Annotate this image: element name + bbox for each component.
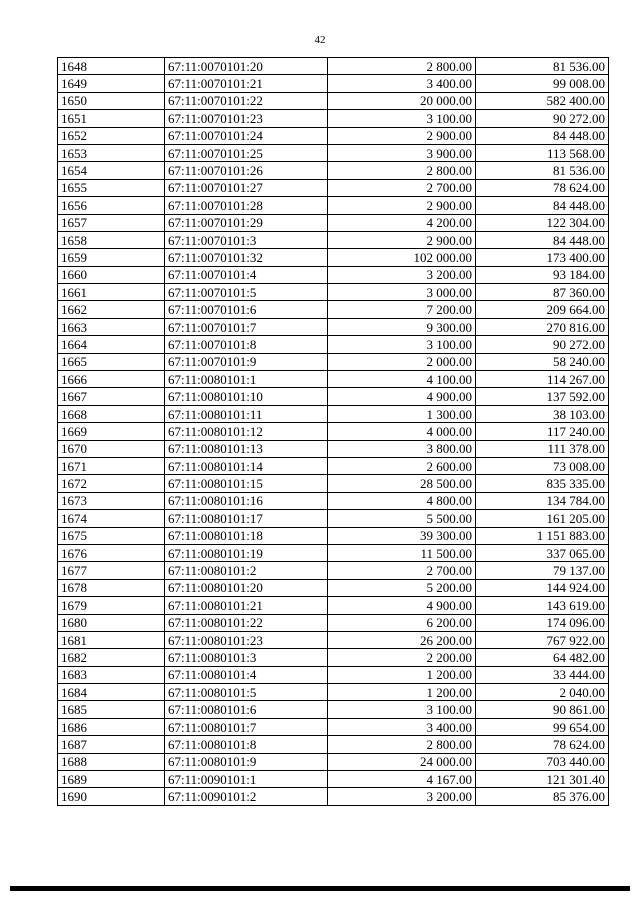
cadastral-number-cell: 67:11:0080101:9	[165, 753, 328, 770]
row-number-cell: 1674	[58, 510, 165, 527]
value-cell: 703 440.00	[476, 753, 609, 770]
area-cell: 2 600.00	[328, 457, 476, 474]
cadastral-number-cell: 67:11:0080101:20	[165, 579, 328, 596]
row-number-cell: 1680	[58, 614, 165, 631]
cadastral-number-cell: 67:11:0090101:2	[165, 788, 328, 805]
area-cell: 4 167.00	[328, 771, 476, 788]
value-cell: 84 448.00	[476, 127, 609, 144]
value-cell: 84 448.00	[476, 197, 609, 214]
cadastral-number-cell: 67:11:0080101:13	[165, 440, 328, 457]
cadastral-number-cell: 67:11:0080101:7	[165, 718, 328, 735]
area-cell: 3 900.00	[328, 144, 476, 161]
table-row	[58, 371, 609, 388]
row-number-cell: 1687	[58, 736, 165, 753]
value-cell: 78 624.00	[476, 179, 609, 196]
area-cell: 2 800.00	[328, 58, 476, 75]
row-number-cell: 1666	[58, 371, 165, 388]
area-cell: 7 200.00	[328, 301, 476, 318]
row-number-cell: 1675	[58, 527, 165, 544]
row-number-cell: 1679	[58, 597, 165, 614]
value-cell: 143 619.00	[476, 597, 609, 614]
area-cell: 9 300.00	[328, 318, 476, 335]
cadastral-number-cell: 67:11:0070101:27	[165, 179, 328, 196]
cadastral-number-cell: 67:11:0090101:1	[165, 771, 328, 788]
row-number-cell: 1648	[58, 58, 165, 75]
cadastral-number-cell: 67:11:0070101:6	[165, 301, 328, 318]
area-cell: 4 000.00	[328, 423, 476, 440]
table-row	[58, 475, 609, 492]
cadastral-number-cell: 67:11:0080101:19	[165, 544, 328, 561]
row-number-cell: 1665	[58, 353, 165, 370]
cadastral-number-cell: 67:11:0070101:3	[165, 231, 328, 248]
row-number-cell: 1671	[58, 457, 165, 474]
row-number-cell: 1649	[58, 75, 165, 92]
cadastral-number-cell: 67:11:0080101:10	[165, 388, 328, 405]
cadastral-number-cell: 67:11:0080101:18	[165, 527, 328, 544]
row-number-cell: 1660	[58, 266, 165, 283]
table-row	[58, 353, 609, 370]
table-row	[58, 214, 609, 231]
value-cell: 99 654.00	[476, 718, 609, 735]
value-cell: 582 400.00	[476, 92, 609, 109]
table-row	[58, 718, 609, 735]
cadastral-number-cell: 67:11:0070101:5	[165, 284, 328, 301]
row-number-cell: 1664	[58, 336, 165, 353]
area-cell: 11 500.00	[328, 544, 476, 561]
cadastral-number-cell: 67:11:0070101:9	[165, 353, 328, 370]
table-row	[58, 631, 609, 648]
area-cell: 4 900.00	[328, 388, 476, 405]
value-cell: 117 240.00	[476, 423, 609, 440]
table-row	[58, 249, 609, 266]
value-cell: 161 205.00	[476, 510, 609, 527]
area-cell: 39 300.00	[328, 527, 476, 544]
table-row	[58, 753, 609, 770]
area-cell: 28 500.00	[328, 475, 476, 492]
area-cell: 3 100.00	[328, 701, 476, 718]
value-cell: 134 784.00	[476, 492, 609, 509]
table-row	[58, 405, 609, 422]
value-cell: 1 151 883.00	[476, 527, 609, 544]
table-row	[58, 179, 609, 196]
cadastral-number-cell: 67:11:0080101:17	[165, 510, 328, 527]
value-cell: 111 378.00	[476, 440, 609, 457]
registry-table-body	[58, 58, 609, 806]
row-number-cell: 1673	[58, 492, 165, 509]
cadastral-number-cell: 67:11:0080101:1	[165, 371, 328, 388]
row-number-cell: 1685	[58, 701, 165, 718]
value-cell: 121 301.40	[476, 771, 609, 788]
value-cell: 144 924.00	[476, 579, 609, 596]
row-number-cell: 1650	[58, 92, 165, 109]
table-row	[58, 144, 609, 161]
cadastral-number-cell: 67:11:0080101:14	[165, 457, 328, 474]
cadastral-number-cell: 67:11:0070101:24	[165, 127, 328, 144]
row-number-cell: 1661	[58, 284, 165, 301]
value-cell: 337 065.00	[476, 544, 609, 561]
table-row	[58, 92, 609, 109]
area-cell: 26 200.00	[328, 631, 476, 648]
table-row	[58, 771, 609, 788]
cadastral-number-cell: 67:11:0070101:8	[165, 336, 328, 353]
area-cell: 6 200.00	[328, 614, 476, 631]
area-cell: 5 500.00	[328, 510, 476, 527]
table-row	[58, 510, 609, 527]
table-row	[58, 736, 609, 753]
table-row	[58, 440, 609, 457]
table-row	[58, 423, 609, 440]
row-number-cell: 1683	[58, 666, 165, 683]
cadastral-number-cell: 67:11:0070101:29	[165, 214, 328, 231]
value-cell: 79 137.00	[476, 562, 609, 579]
area-cell: 2 700.00	[328, 562, 476, 579]
cadastral-number-cell: 67:11:0070101:21	[165, 75, 328, 92]
area-cell: 3 400.00	[328, 718, 476, 735]
table-row	[58, 75, 609, 92]
table-row	[58, 614, 609, 631]
value-cell: 99 008.00	[476, 75, 609, 92]
cadastral-number-cell: 67:11:0080101:8	[165, 736, 328, 753]
value-cell: 64 482.00	[476, 649, 609, 666]
cadastral-number-cell: 67:11:0080101:4	[165, 666, 328, 683]
area-cell: 2 000.00	[328, 353, 476, 370]
cadastral-number-cell: 67:11:0080101:12	[165, 423, 328, 440]
value-cell: 87 360.00	[476, 284, 609, 301]
area-cell: 2 800.00	[328, 162, 476, 179]
row-number-cell: 1651	[58, 110, 165, 127]
cadastral-number-cell: 67:11:0070101:4	[165, 266, 328, 283]
area-cell: 5 200.00	[328, 579, 476, 596]
area-cell: 4 200.00	[328, 214, 476, 231]
row-number-cell: 1678	[58, 579, 165, 596]
area-cell: 1 300.00	[328, 405, 476, 422]
table-row	[58, 231, 609, 248]
row-number-cell: 1652	[58, 127, 165, 144]
value-cell: 84 448.00	[476, 231, 609, 248]
value-cell: 114 267.00	[476, 371, 609, 388]
cadastral-number-cell: 67:11:0070101:22	[165, 92, 328, 109]
area-cell: 2 900.00	[328, 197, 476, 214]
cadastral-number-cell: 67:11:0070101:32	[165, 249, 328, 266]
table-row	[58, 457, 609, 474]
cadastral-number-cell: 67:11:0070101:23	[165, 110, 328, 127]
cadastral-number-cell: 67:11:0080101:11	[165, 405, 328, 422]
table-row	[58, 684, 609, 701]
area-cell: 24 000.00	[328, 753, 476, 770]
area-cell: 3 100.00	[328, 336, 476, 353]
table-row	[58, 544, 609, 561]
cadastral-number-cell: 67:11:0080101:23	[165, 631, 328, 648]
table-row	[58, 162, 609, 179]
table-row	[58, 579, 609, 596]
row-number-cell: 1690	[58, 788, 165, 805]
table-row	[58, 266, 609, 283]
page-number: 42	[314, 34, 326, 46]
area-cell: 102 000.00	[328, 249, 476, 266]
area-cell: 3 200.00	[328, 788, 476, 805]
row-number-cell: 1682	[58, 649, 165, 666]
row-number-cell: 1681	[58, 631, 165, 648]
area-cell: 3 000.00	[328, 284, 476, 301]
value-cell: 767 922.00	[476, 631, 609, 648]
cadastral-number-cell: 67:11:0080101:15	[165, 475, 328, 492]
value-cell: 90 272.00	[476, 336, 609, 353]
area-cell: 3 800.00	[328, 440, 476, 457]
value-cell: 73 008.00	[476, 457, 609, 474]
area-cell: 4 100.00	[328, 371, 476, 388]
row-number-cell: 1670	[58, 440, 165, 457]
row-number-cell: 1657	[58, 214, 165, 231]
area-cell: 4 900.00	[328, 597, 476, 614]
row-number-cell: 1654	[58, 162, 165, 179]
row-number-cell: 1658	[58, 231, 165, 248]
value-cell: 173 400.00	[476, 249, 609, 266]
table-row	[58, 284, 609, 301]
cadastral-number-cell: 67:11:0080101:6	[165, 701, 328, 718]
area-cell: 2 700.00	[328, 179, 476, 196]
table-row	[58, 301, 609, 318]
table-row	[58, 127, 609, 144]
area-cell: 1 200.00	[328, 684, 476, 701]
row-number-cell: 1686	[58, 718, 165, 735]
area-cell: 2 900.00	[328, 127, 476, 144]
table-row	[58, 388, 609, 405]
value-cell: 122 304.00	[476, 214, 609, 231]
cadastral-number-cell: 67:11:0070101:25	[165, 144, 328, 161]
cadastral-number-cell: 67:11:0080101:16	[165, 492, 328, 509]
area-cell: 20 000.00	[328, 92, 476, 109]
cadastral-number-cell: 67:11:0070101:26	[165, 162, 328, 179]
table-row	[58, 527, 609, 544]
footer-rule	[10, 886, 630, 891]
cadastral-number-cell: 67:11:0080101:2	[165, 562, 328, 579]
row-number-cell: 1656	[58, 197, 165, 214]
value-cell: 113 568.00	[476, 144, 609, 161]
cadastral-number-cell: 67:11:0080101:22	[165, 614, 328, 631]
value-cell: 270 816.00	[476, 318, 609, 335]
area-cell: 2 900.00	[328, 231, 476, 248]
table-row	[58, 666, 609, 683]
row-number-cell: 1689	[58, 771, 165, 788]
row-number-cell: 1669	[58, 423, 165, 440]
table-row	[58, 58, 609, 75]
row-number-cell: 1677	[58, 562, 165, 579]
row-number-cell: 1672	[58, 475, 165, 492]
table-row	[58, 197, 609, 214]
cadastral-number-cell: 67:11:0080101:3	[165, 649, 328, 666]
table-row	[58, 318, 609, 335]
row-number-cell: 1659	[58, 249, 165, 266]
cadastral-number-cell: 67:11:0080101:21	[165, 597, 328, 614]
value-cell: 81 536.00	[476, 162, 609, 179]
area-cell: 3 100.00	[328, 110, 476, 127]
area-cell: 3 200.00	[328, 266, 476, 283]
table-row	[58, 110, 609, 127]
area-cell: 2 800.00	[328, 736, 476, 753]
table-row	[58, 492, 609, 509]
row-number-cell: 1653	[58, 144, 165, 161]
table-row	[58, 336, 609, 353]
row-number-cell: 1684	[58, 684, 165, 701]
row-number-cell: 1663	[58, 318, 165, 335]
table-row	[58, 562, 609, 579]
row-number-cell: 1688	[58, 753, 165, 770]
table-row	[58, 597, 609, 614]
row-number-cell: 1676	[58, 544, 165, 561]
value-cell: 38 103.00	[476, 405, 609, 422]
cadastral-number-cell: 67:11:0070101:28	[165, 197, 328, 214]
value-cell: 78 624.00	[476, 736, 609, 753]
area-cell: 3 400.00	[328, 75, 476, 92]
cadastral-number-cell: 67:11:0080101:5	[165, 684, 328, 701]
value-cell: 2 040.00	[476, 684, 609, 701]
value-cell: 137 592.00	[476, 388, 609, 405]
table-row	[58, 788, 609, 805]
value-cell: 85 376.00	[476, 788, 609, 805]
value-cell: 93 184.00	[476, 266, 609, 283]
value-cell: 58 240.00	[476, 353, 609, 370]
cadastral-registry-table	[57, 57, 609, 806]
table-row	[58, 649, 609, 666]
row-number-cell: 1655	[58, 179, 165, 196]
area-cell: 1 200.00	[328, 666, 476, 683]
value-cell: 81 536.00	[476, 58, 609, 75]
area-cell: 4 800.00	[328, 492, 476, 509]
value-cell: 90 272.00	[476, 110, 609, 127]
table-row	[58, 701, 609, 718]
area-cell: 2 200.00	[328, 649, 476, 666]
cadastral-number-cell: 67:11:0070101:20	[165, 58, 328, 75]
row-number-cell: 1662	[58, 301, 165, 318]
value-cell: 90 861.00	[476, 701, 609, 718]
value-cell: 174 096.00	[476, 614, 609, 631]
value-cell: 209 664.00	[476, 301, 609, 318]
cadastral-number-cell: 67:11:0070101:7	[165, 318, 328, 335]
row-number-cell: 1667	[58, 388, 165, 405]
value-cell: 835 335.00	[476, 475, 609, 492]
value-cell: 33 444.00	[476, 666, 609, 683]
row-number-cell: 1668	[58, 405, 165, 422]
